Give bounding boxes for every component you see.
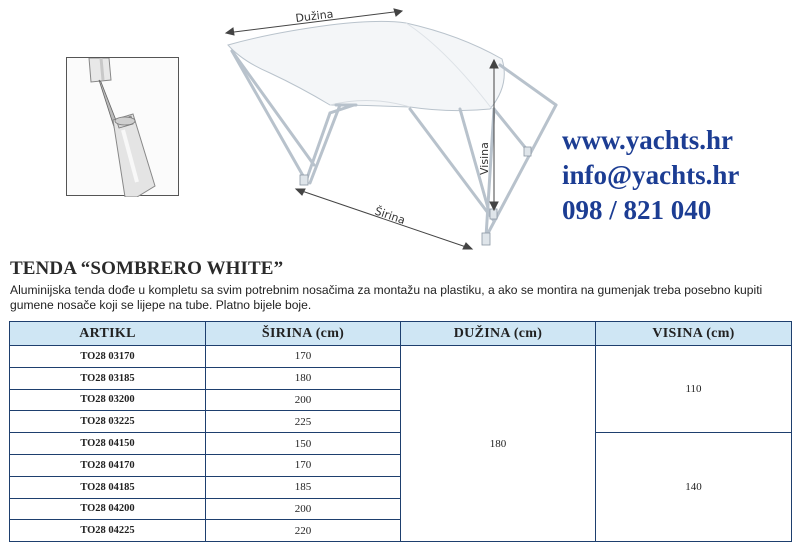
sirina-cell: 220 (206, 520, 401, 542)
product-description: Aluminijska tenda dođe u kompletu sa svim potrebnim nosačima za montažu na plastiku, a ako se montira na gumenjak treba posebno kupiti gumene nosače koji se lijepe na tube. Platno bijele boje. (10, 283, 763, 312)
header-visina: VISINA (cm) (596, 322, 792, 346)
artikl-cell: TO28 04200 (10, 498, 206, 520)
artikl-cell: TO28 04170 (10, 454, 206, 476)
fitting-detail-image (66, 57, 179, 196)
header-duzina: DUŽINA (cm) (401, 322, 596, 346)
sirina-cell: 200 (206, 389, 401, 411)
sirina-cell: 170 (206, 454, 401, 476)
length-dimension-label: Dužina (294, 7, 335, 25)
artikl-cell: TO28 04150 (10, 433, 206, 455)
table-row (10, 346, 792, 368)
width-dimension-label: Širina (373, 204, 407, 228)
sirina-cell: 225 (206, 411, 401, 433)
sirina-cell: 185 (206, 476, 401, 498)
header-artikl: ARTIKL (10, 322, 206, 346)
phone-number: 098 / 821 040 (562, 195, 712, 225)
artikl-cell: TO28 04225 (10, 520, 206, 542)
artikl-cell: TO28 03225 (10, 411, 206, 433)
height-dimension-label: Visina (478, 142, 491, 175)
header-sirina: ŠIRINA (cm) (206, 322, 401, 346)
visina-cell-group1: 110 (596, 346, 792, 433)
contact-block (562, 123, 798, 228)
sirina-cell: 170 (206, 346, 401, 368)
artikl-cell: TO28 03170 (10, 346, 206, 368)
sirina-cell: 150 (206, 433, 401, 455)
tube-fitting-illustration (67, 58, 180, 197)
bimini-top-drawing (210, 5, 570, 253)
artikl-cell: TO28 03185 (10, 367, 206, 389)
sirina-cell: 200 (206, 498, 401, 520)
artikl-cell: TO28 04185 (10, 476, 206, 498)
spec-table (9, 321, 792, 542)
product-title: TENDA “SOMBRERO WHITE” (10, 258, 284, 279)
email-link[interactable]: info@yachts.hr (562, 160, 740, 190)
website-link[interactable]: www.yachts.hr (562, 125, 734, 155)
duzina-cell: 180 (401, 346, 596, 542)
sirina-cell: 180 (206, 367, 401, 389)
artikl-cell: TO28 03200 (10, 389, 206, 411)
visina-cell-group2: 140 (596, 433, 792, 542)
table-header-row (10, 322, 792, 346)
